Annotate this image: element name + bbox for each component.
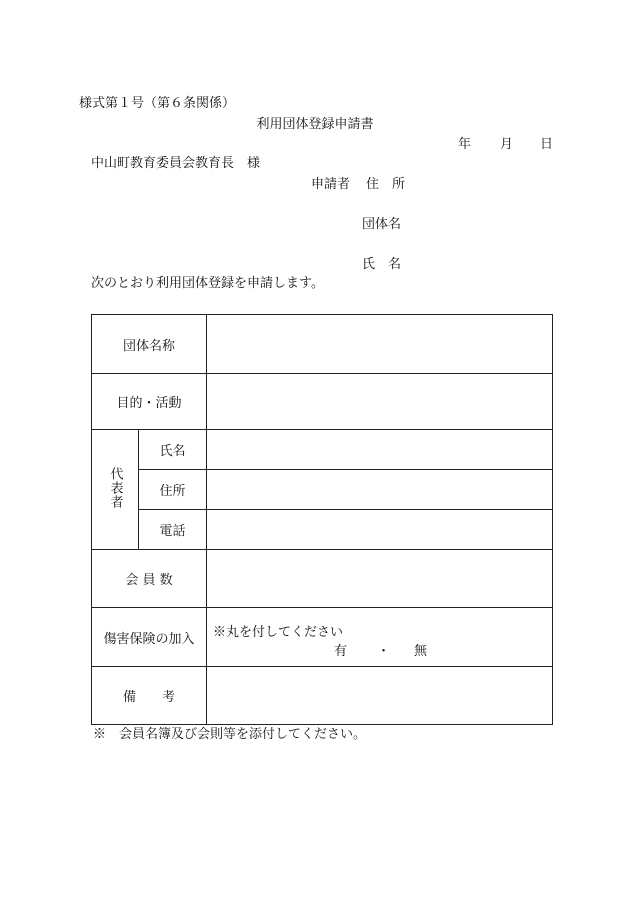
table-row [92, 550, 553, 608]
insurance-field[interactable] [207, 608, 553, 667]
applicant-name-label: 氏 名 [362, 257, 402, 272]
insurance-header: 傷害保険の加入 [92, 608, 207, 667]
rep-address-field[interactable] [207, 470, 553, 510]
remarks-field[interactable] [207, 667, 553, 725]
addressee: 中山町教育委員会教育長 様 [91, 156, 261, 171]
form-number: 様式第１号（第６条関係） [79, 96, 236, 111]
representative-header [92, 430, 139, 550]
intro-text: 次のとおり利用団体登録を申請します。 [91, 276, 324, 291]
representative-label: 代表者 [107, 466, 123, 509]
group-name-header: 団体名称 [92, 315, 207, 374]
table-row [92, 315, 553, 374]
registration-table [91, 314, 553, 725]
table-row [92, 430, 553, 470]
insurance-yes-option[interactable]: 有 [334, 644, 348, 659]
date-year-label: 年 [458, 137, 472, 152]
rep-phone-field[interactable] [207, 510, 553, 550]
rep-address-header: 住所 [139, 470, 207, 510]
applicant-group-label: 団体名 [362, 217, 402, 232]
table-row [92, 510, 553, 550]
group-name-field[interactable] [207, 315, 553, 374]
remarks-header: 備 考 [92, 667, 207, 725]
date-month-label: 月 [500, 137, 514, 152]
applicant-address-label: 住 所 [366, 177, 406, 192]
document-title: 利用団体登録申請書 [256, 117, 374, 132]
table-row [92, 608, 553, 667]
members-field[interactable] [207, 550, 553, 608]
rep-name-header: 氏名 [139, 430, 207, 470]
table-row [92, 470, 553, 510]
members-header: 会 員 数 [92, 550, 207, 608]
purpose-header: 目的・活動 [92, 374, 207, 430]
rep-phone-header: 電話 [139, 510, 207, 550]
date-day-label: 日 [540, 137, 554, 152]
purpose-field[interactable] [207, 374, 553, 430]
insurance-no-option[interactable]: 無 [414, 644, 428, 659]
table-row [92, 374, 553, 430]
insurance-note: ※丸を付してください [213, 625, 344, 640]
applicant-label: 申請者 [311, 177, 351, 192]
insurance-separator: ・ [377, 644, 391, 659]
table-row [92, 667, 553, 725]
footnote: ※ 会員名簿及び会則等を添付してください。 [93, 727, 367, 742]
rep-name-field[interactable] [207, 430, 553, 470]
